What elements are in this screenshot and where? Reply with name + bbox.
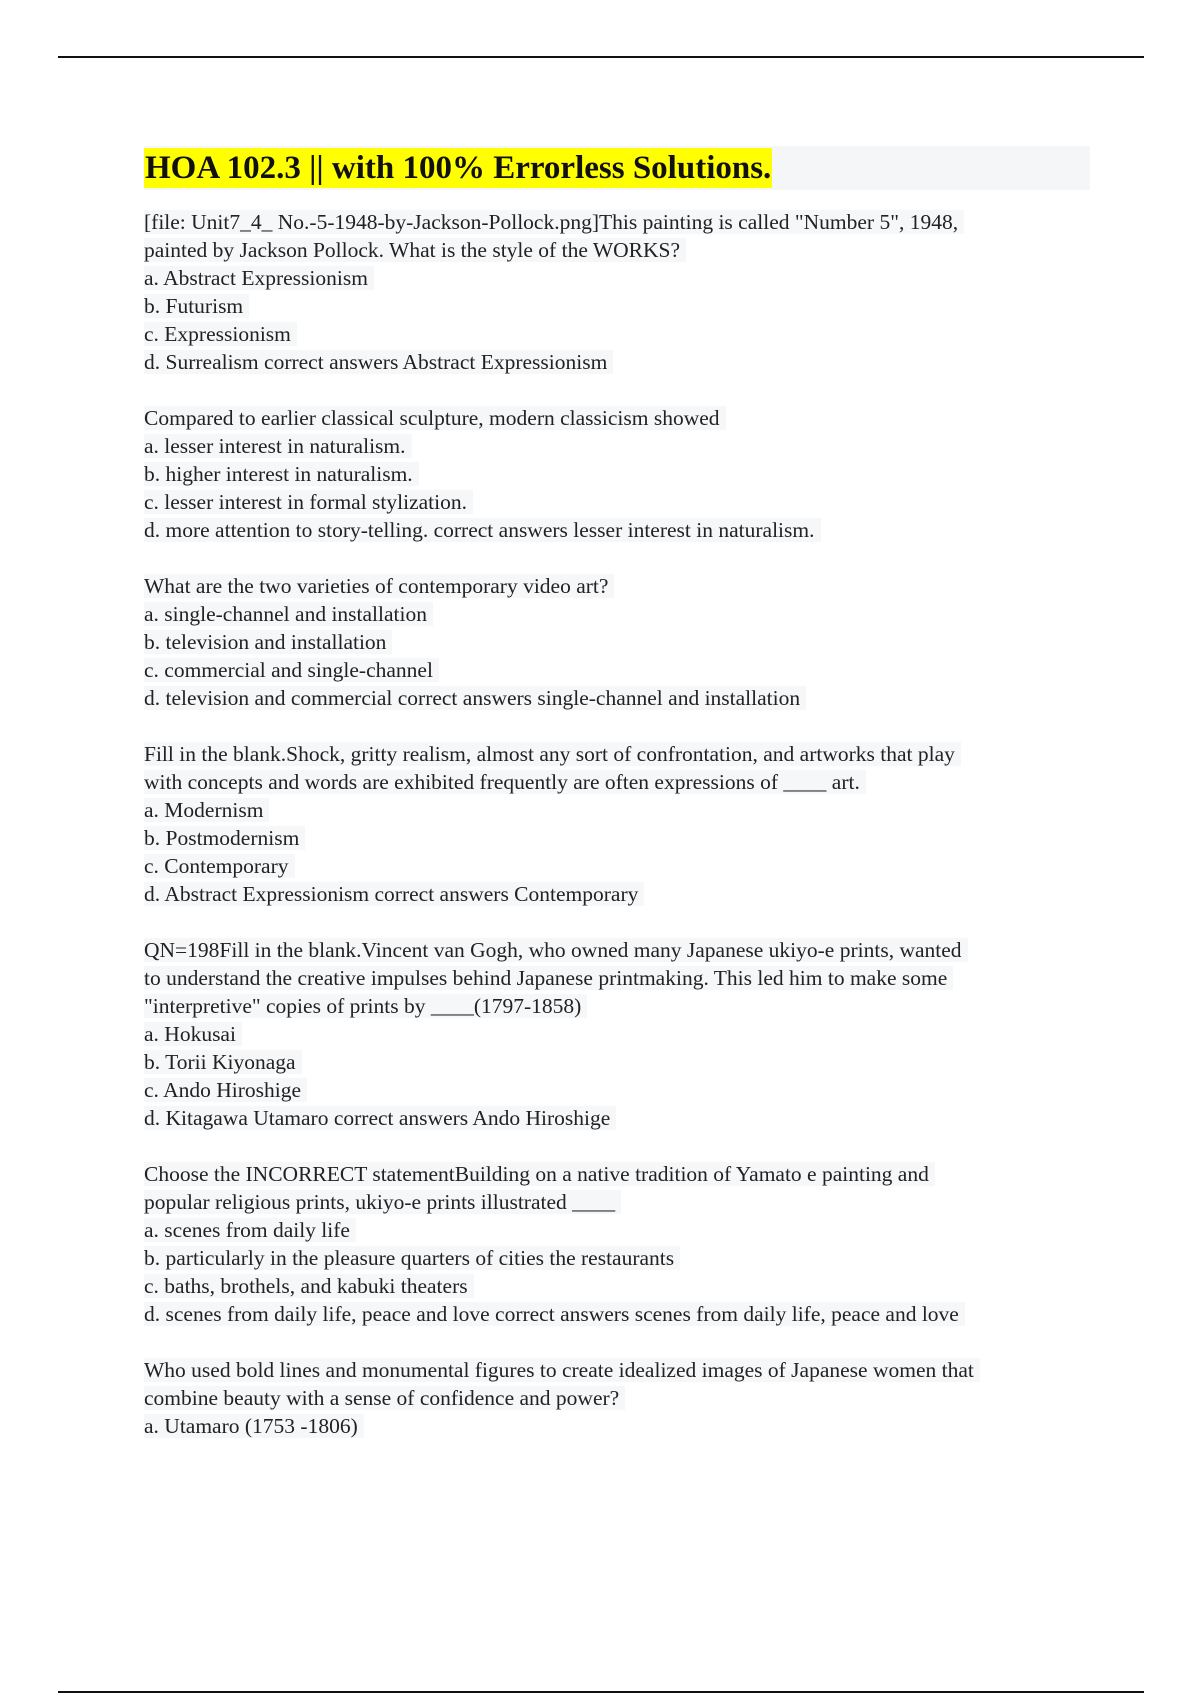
question-line bbox=[144, 1300, 1090, 1328]
question-line-text: d. television and commercial correct answers single-channel and installation bbox=[144, 686, 806, 710]
question-text: What are the two varieties of contemporary video art? bbox=[144, 574, 614, 598]
question-text: Choose the INCORRECT statementBuilding on a native tradition of Yamato e painting and bbox=[144, 1162, 935, 1186]
question-line-text: c. lesser interest in formal stylization. bbox=[144, 490, 473, 514]
question-line bbox=[144, 880, 1090, 908]
question-line bbox=[144, 572, 1090, 600]
question-line bbox=[144, 404, 1090, 432]
document-body bbox=[144, 146, 1090, 1468]
question-line-text: to understand the creative impulses behind Japanese printmaking. This led him to make some bbox=[144, 966, 953, 990]
question-line bbox=[144, 964, 1090, 992]
question-line-text: a. Hokusai bbox=[144, 1022, 242, 1046]
question-line-text: b. Futurism bbox=[144, 294, 249, 318]
question-line-text: d. Kitagawa Utamaro correct answers Ando Hiroshige bbox=[144, 1106, 616, 1130]
question-block bbox=[144, 740, 1090, 908]
question-line bbox=[144, 1160, 1090, 1188]
question-line bbox=[144, 1272, 1090, 1300]
question-line-text: a. scenes from daily life bbox=[144, 1218, 356, 1242]
question-line-text: b. television and installation bbox=[144, 630, 392, 654]
question-line bbox=[144, 1412, 1090, 1440]
question-list bbox=[144, 208, 1090, 1440]
question-line-text: a. single-channel and installation bbox=[144, 602, 433, 626]
question-line-text: b. particularly in the pleasure quarters of cities the restaurants bbox=[144, 1246, 680, 1270]
question-line-text: d. Abstract Expressionism correct answers Contemporary bbox=[144, 882, 644, 906]
question-line-text: c. Expressionism bbox=[144, 322, 297, 346]
question-line bbox=[144, 600, 1090, 628]
question-line-text: c. Contemporary bbox=[144, 854, 295, 878]
title-band bbox=[144, 146, 1090, 190]
question-line-text: a. Abstract Expressionism bbox=[144, 266, 374, 290]
question-block bbox=[144, 404, 1090, 544]
header-rule bbox=[58, 56, 1144, 58]
footer-rule bbox=[58, 1691, 1144, 1693]
question-line-text: c. Ando Hiroshige bbox=[144, 1078, 307, 1102]
question-text: QN=198Fill in the blank.Vincent van Gogh, who owned many Japanese ukiyo-e prints, wanted bbox=[144, 938, 968, 962]
question-text: Who used bold lines and monumental figures to create idealized images of Japanese women that bbox=[144, 1358, 980, 1382]
question-line bbox=[144, 264, 1090, 292]
question-text: [file: Unit7_4_ No.-5-1948-by-Jackson-Pollock.png]This painting is called "Number 5", 1948, bbox=[144, 210, 964, 234]
question-line bbox=[144, 292, 1090, 320]
question-line bbox=[144, 1384, 1090, 1412]
question-line bbox=[144, 936, 1090, 964]
question-line bbox=[144, 1048, 1090, 1076]
question-line bbox=[144, 628, 1090, 656]
question-line bbox=[144, 432, 1090, 460]
question-line-text: b. higher interest in naturalism. bbox=[144, 462, 419, 486]
question-line-text: painted by Jackson Pollock. What is the style of the WORKS? bbox=[144, 238, 686, 262]
question-block bbox=[144, 208, 1090, 376]
question-line bbox=[144, 1104, 1090, 1132]
question-line bbox=[144, 320, 1090, 348]
question-line-text: b. Torii Kiyonaga bbox=[144, 1050, 302, 1074]
question-line bbox=[144, 1216, 1090, 1244]
question-text: Compared to earlier classical sculpture, modern classicism showed bbox=[144, 406, 726, 430]
question-line-text: a. Utamaro (1753 -1806) bbox=[144, 1414, 364, 1438]
question-line bbox=[144, 768, 1090, 796]
question-line-text: d. Surrealism correct answers Abstract Expressionism bbox=[144, 350, 613, 374]
question-line bbox=[144, 656, 1090, 684]
question-line bbox=[144, 1076, 1090, 1104]
question-line bbox=[144, 1356, 1090, 1384]
question-line-text: d. more attention to story-telling. correct answers lesser interest in naturalism. bbox=[144, 518, 821, 542]
question-line bbox=[144, 208, 1090, 236]
question-line bbox=[144, 488, 1090, 516]
question-line bbox=[144, 460, 1090, 488]
question-line bbox=[144, 1020, 1090, 1048]
question-block bbox=[144, 936, 1090, 1132]
question-line-text: popular religious prints, ukiyo-e prints illustrated ____ bbox=[144, 1190, 621, 1214]
question-line bbox=[144, 1244, 1090, 1272]
question-line bbox=[144, 740, 1090, 768]
question-text: Fill in the blank.Shock, gritty realism, almost any sort of confrontation, and artworks that play bbox=[144, 742, 961, 766]
question-line-text: c. commercial and single-channel bbox=[144, 658, 439, 682]
question-line-text: combine beauty with a sense of confidence and power? bbox=[144, 1386, 625, 1410]
question-line bbox=[144, 236, 1090, 264]
question-line bbox=[144, 684, 1090, 712]
question-line-text: a. lesser interest in naturalism. bbox=[144, 434, 412, 458]
question-line bbox=[144, 348, 1090, 376]
question-line-text: b. Postmodernism bbox=[144, 826, 305, 850]
question-block bbox=[144, 1356, 1090, 1440]
question-line bbox=[144, 796, 1090, 824]
question-block bbox=[144, 1160, 1090, 1328]
document-title: HOA 102.3 || with 100% Errorless Solutions. bbox=[145, 150, 772, 186]
question-line bbox=[144, 824, 1090, 852]
question-line-text: d. scenes from daily life, peace and love correct answers scenes from daily life, peace and love bbox=[144, 1302, 965, 1326]
question-line bbox=[144, 516, 1090, 544]
question-line-text: with concepts and words are exhibited frequently are often expressions of ____ art. bbox=[144, 770, 866, 794]
question-block bbox=[144, 572, 1090, 712]
question-line bbox=[144, 852, 1090, 880]
question-line-text: "interpretive" copies of prints by ____(1797-1858) bbox=[144, 994, 587, 1018]
question-line bbox=[144, 1188, 1090, 1216]
question-line-text: c. baths, brothels, and kabuki theaters bbox=[144, 1274, 474, 1298]
question-line bbox=[144, 992, 1090, 1020]
question-line-text: a. Modernism bbox=[144, 798, 269, 822]
